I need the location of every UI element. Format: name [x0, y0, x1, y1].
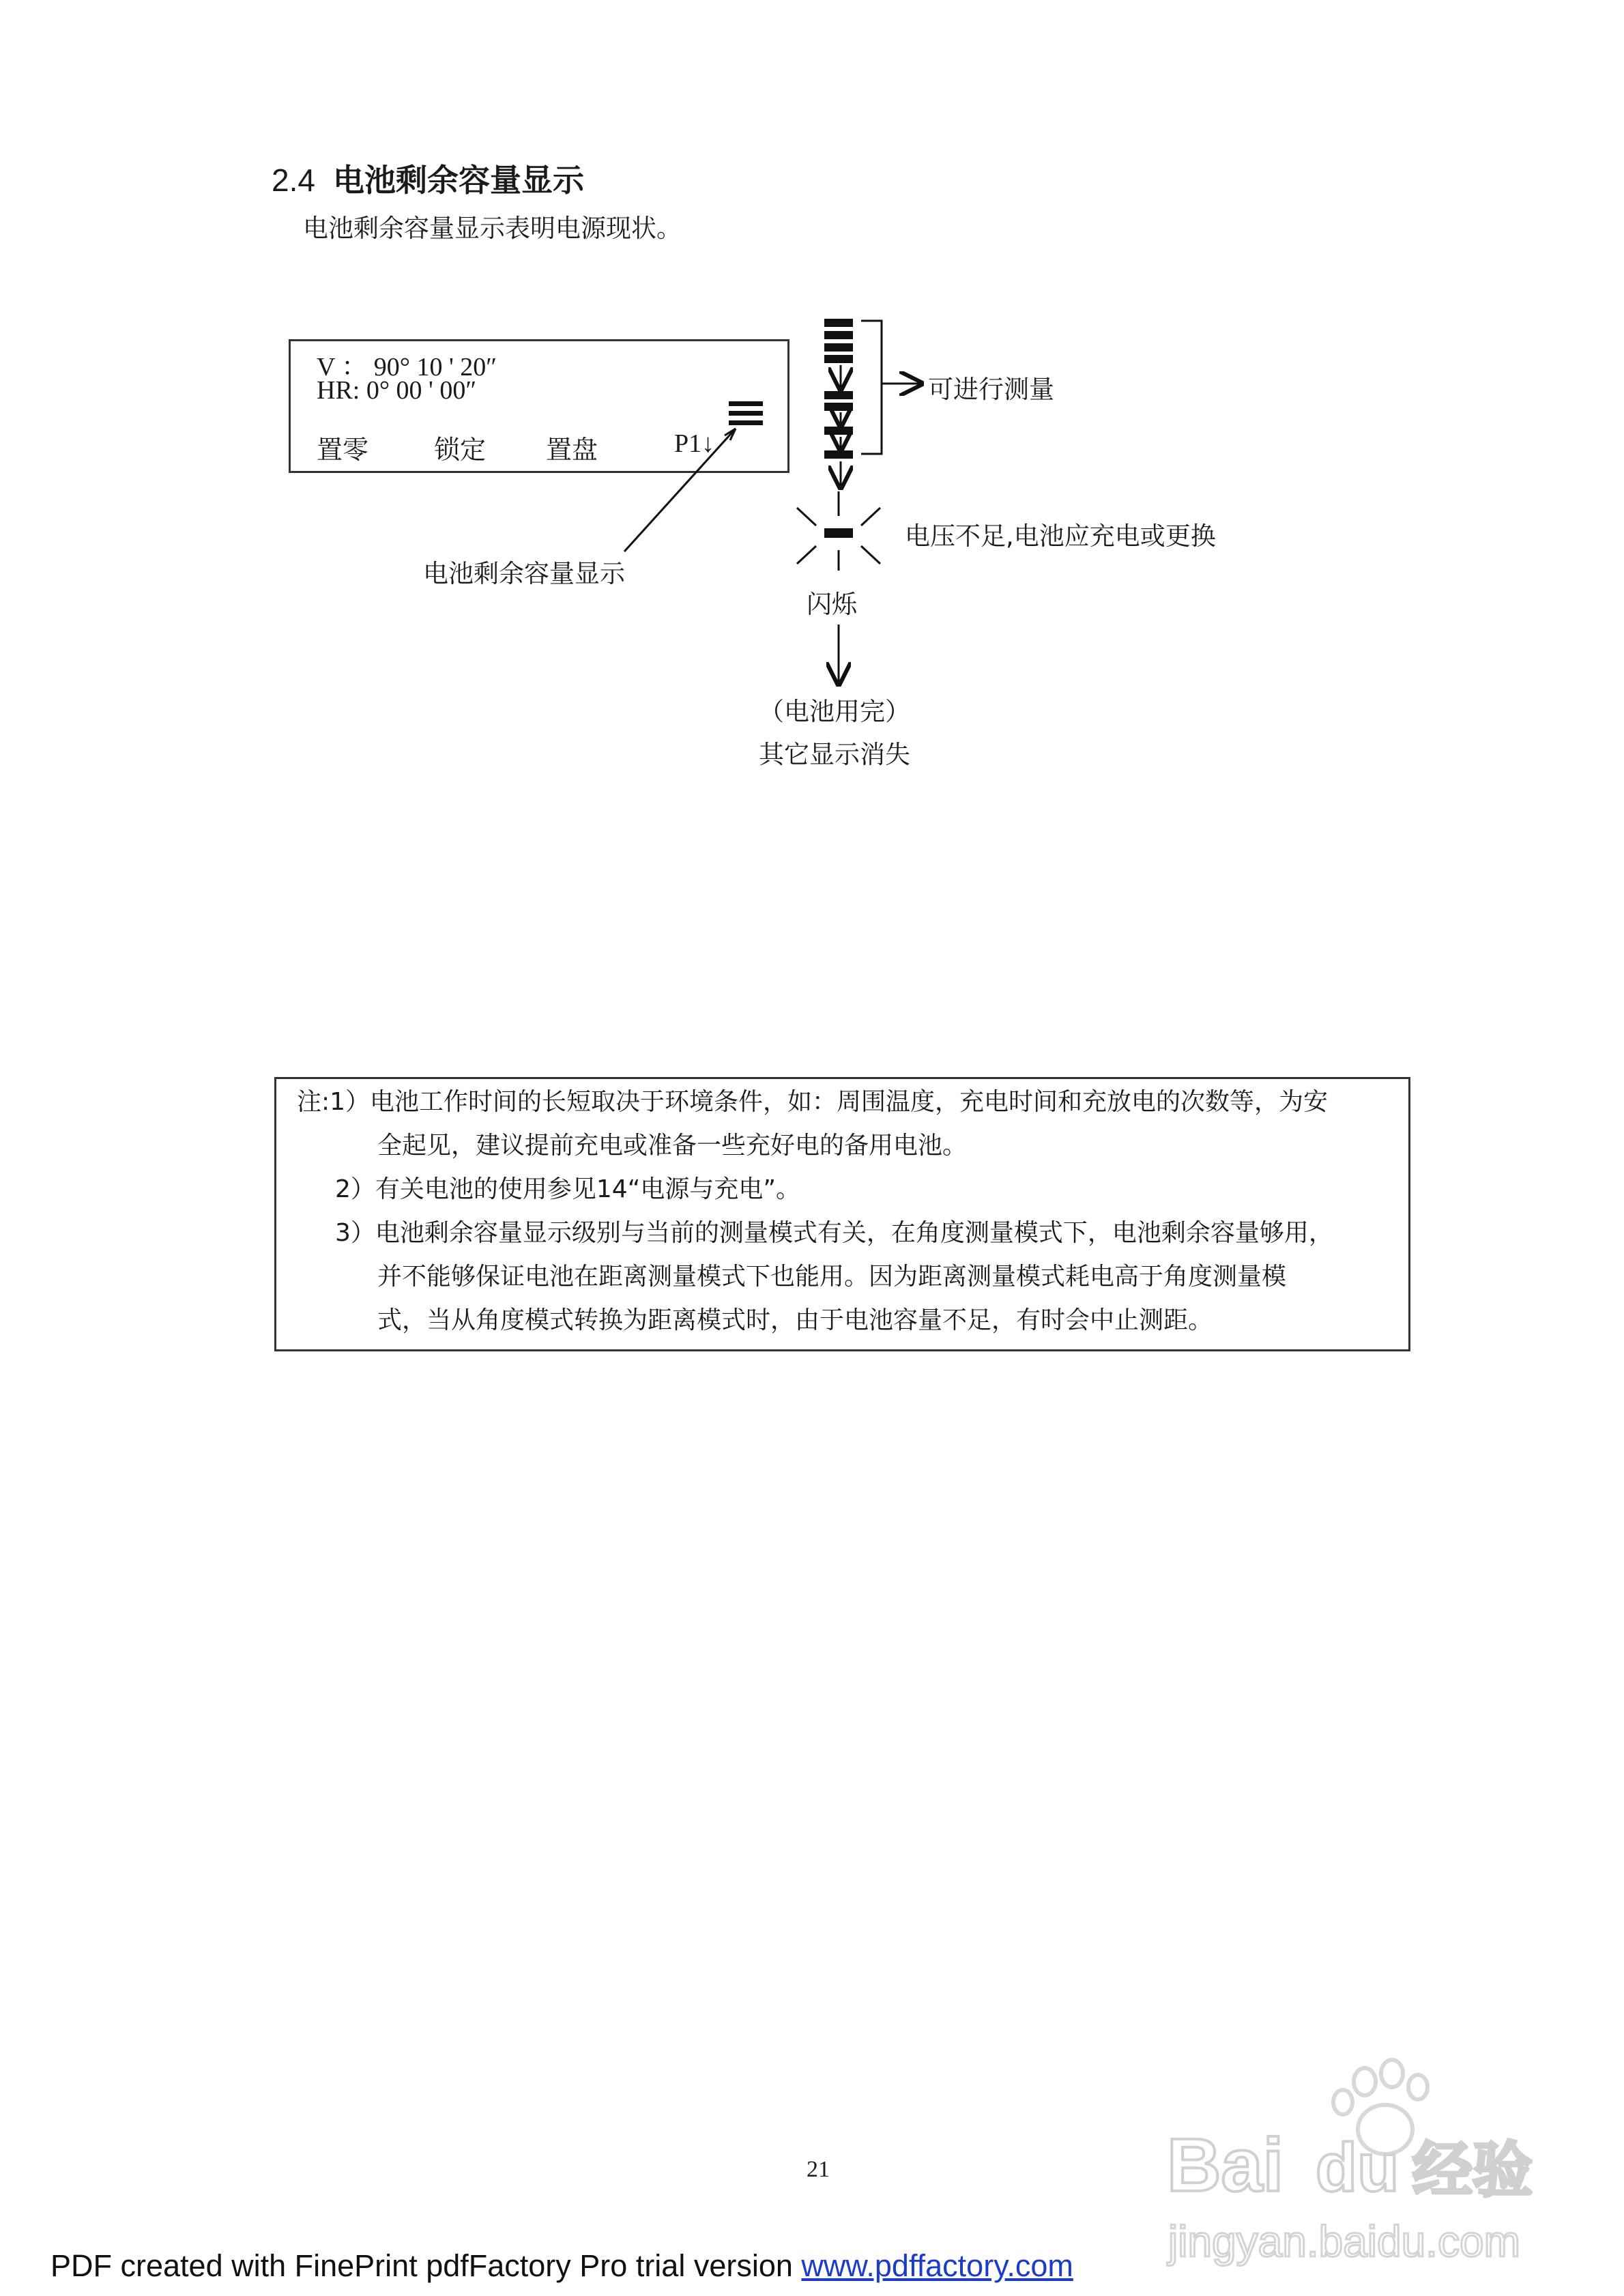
note-3-line-3: 式，当从角度模式转换为距离模式时，由于电池容量不足，有时会中止测距。: [377, 1306, 1213, 1334]
svg-text:jingyan.baidu.com: jingyan.baidu.com: [1168, 2217, 1520, 2266]
label-display-vanish: 其它显示消失: [759, 740, 910, 769]
label-capacity-display: 电池剩余容量显示: [423, 559, 625, 588]
label-can-measure: 可进行测量: [928, 375, 1054, 404]
svg-text:Bai: Bai: [1167, 2123, 1284, 2207]
section-number: 2.4: [272, 162, 315, 198]
section-title: 电池剩余容量显示: [332, 162, 584, 199]
note-1-line-1: 注:1）电池工作时间的长短取决于环境条件，如：周围温度，充电时间和充放电的次数等，为安: [297, 1088, 1329, 1116]
capacity-pointer-line: [624, 429, 736, 551]
note-2: 2）有关电池的使用参见14“电源与充电”。: [335, 1175, 801, 1203]
note-3-line-2: 并不能够保证电池在距离测量模式下也能用。因为距离测量模式耗电高于角度测量模: [377, 1263, 1287, 1291]
page-number: 21: [807, 2157, 830, 2182]
footer-text: PDF created with FinePrint pdfFactory Pro trial version: [50, 2248, 802, 2283]
lcd-line-vertical-angle: V ： 90° 10 ' 20″: [317, 353, 497, 382]
label-low-voltage: 电压不足,电池应充电或更换: [905, 521, 1216, 551]
measure-bracket: [861, 321, 882, 454]
battery-levels: [824, 319, 853, 459]
pdf-footer: [50, 2248, 1073, 2284]
baidu-jingyan-watermark: [1160, 2054, 1569, 2273]
softkey-page: P1↓: [674, 429, 715, 458]
notes-box: [274, 1077, 1410, 1351]
note-1-line-2: 全起见，建议提前充电或准备一些充好电的备用电池。: [377, 1132, 968, 1160]
label-battery-empty: （电池用完）: [759, 697, 910, 726]
footer-link[interactable]: www.pdffactory.com: [801, 2248, 1073, 2283]
lcd-line-horizontal-angle: HR: 0° 00 ' 00″: [317, 376, 477, 405]
note-3-line-1: 3）电池剩余容量显示级别与当前的测量模式有关，在角度测量模式下，电池剩余容量够用，: [335, 1219, 1333, 1247]
softkey-zero: 置零: [317, 435, 369, 465]
intro-text: 电池剩余容量显示表明电源现状。: [303, 214, 682, 243]
svg-text:du: du: [1316, 2129, 1400, 2206]
label-flashing: 闪烁: [807, 590, 857, 619]
softkey-set: 置盘: [546, 435, 598, 465]
svg-text:经验: 经验: [1412, 2135, 1533, 2205]
softkey-lock: 锁定: [434, 435, 487, 465]
low-battery-bar: [824, 528, 853, 538]
